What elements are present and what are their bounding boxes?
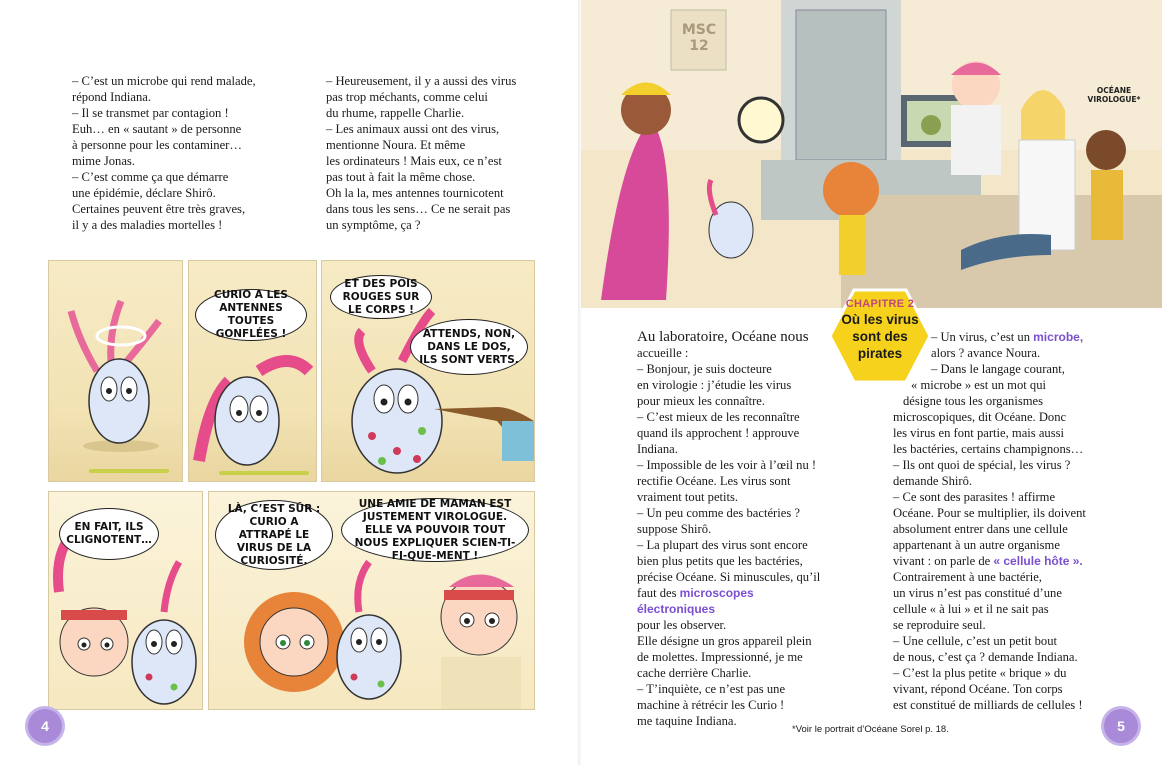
text-line: – Heureusement, il y a aussi des virus [326,74,517,88]
text-line: vraiment tout petits. [637,490,739,504]
lab-scene [581,0,1162,308]
right-text-col1 [637,329,835,729]
text-line: une épidémie, déclare Shirô. [72,186,216,200]
footnote: *Voir le portrait d’Océane Sorel p. 18. [792,724,949,735]
text-line: – Bonjour, je suis docteure [637,362,772,376]
text-line: pour les observer. [637,618,727,632]
text-line: Euh… en « sautant » de personne [72,122,242,136]
text-line: les ordinateurs ! Mais eux, ce n’est [326,154,502,168]
speech-bubble: EN FAIT, ILS CLIGNOTENT… [59,508,159,560]
text-line: suppose Shirô. [637,522,712,536]
comic-panel-4 [48,491,203,710]
text-line: me taquine Indiana. [637,714,737,728]
text-line: – T’inquiète, ce n’est pas une [637,682,786,696]
text-line: bien plus petits que les bactéries, [637,554,803,568]
text-fragment: vivant : on parle de [893,554,994,568]
text-line: de molettes. Impressionné, je me [637,650,803,664]
text-line: Oh la la, mes antennes tournicotent [326,186,504,200]
text-line [637,329,835,345]
text-line: – Un peu comme des bactéries ? [637,506,800,520]
chapter-title-line: sont des [852,329,908,344]
text-line: – C’est un microbe qui rend malade, [72,74,256,88]
text-line: pas tout à fait la même chose. [326,170,476,184]
text-line: les virus en font partie, mais aussi [893,426,1065,440]
page-number-right: 5 [1104,709,1138,743]
text-line: mime Jonas. [72,154,135,168]
text-line: – Dans le langage courant, [931,362,1065,376]
text-line: un symptôme, ça ? [326,218,421,232]
text-line: microscopiques, dit Océane. Donc [893,410,1067,424]
text-line: appartenant à un autre organisme [893,538,1060,552]
speech-bubble: ATTENDS, NON, DANS LE DOS, ILS SONT VERTS. [410,319,528,375]
keyword-highlight: microscopes électroniques [637,586,754,616]
text-line: – Ils ont quoi de spécial, les virus ? [893,458,1071,472]
character-caption: OCÉANE VIROLOGUE* [1087,86,1141,104]
text-line: cellule « à lui » et il ne sait pas [893,602,1049,616]
lab-illustration [581,0,1162,308]
left-text-col2 [326,73,566,233]
text-line: accueille : [637,346,689,360]
text-line: de nous, c’est ça ? demande Indiana. [893,650,1078,664]
text-line: mentionne Noura. Et même [326,138,466,152]
chapter-title-line: pirates [857,346,903,361]
text-line: Au laboratoire, Océane nous [637,329,809,345]
page-number-left: 4 [28,709,62,743]
text-line: désigne tous les organismes [903,394,1044,408]
text-line: – Les animaux aussi ont des virus, [326,122,500,136]
text-fragment: – Un virus, c’est un [931,330,1034,344]
speech-bubble: ET DES POIS ROUGES SUR LE CORPS ! [330,275,432,319]
speech-bubble: CURIO A LES ANTENNES TOUTES GONFLÉES ! [195,289,307,341]
right-text-col2 [893,329,1098,713]
text-line: est constitué de milliards de cellules ! [893,698,1083,712]
text-line [893,553,1098,569]
chapter-label: CHAPITRE 2 [845,298,915,310]
text-line: à personne pour les contaminer… [72,138,242,152]
text-line: en virologie : j’étudie les virus [637,378,792,392]
left-text-col1 [72,73,312,233]
curio-figure [49,261,182,481]
text-line: – Ce sont des parasites ! affirme [893,490,1056,504]
speech-bubble: LÀ, C’EST SÛR : CURIO A ATTRAPÉ LE VIRUS DE LA CURIOSITÉ. [215,500,333,570]
text-line: pour mieux les connaître. [637,394,765,408]
text-line: Certaines peuvent être très graves, [72,202,246,216]
text-line [637,585,835,617]
text-line: Elle désigne un gros appareil plein [637,634,812,648]
text-fragment: faut des [637,586,680,600]
text-line: Océane. Pour se multiplier, ils doivent [893,506,1086,520]
text-line: alors ? avance Noura. [931,346,1041,360]
text-line: du rhume, rappelle Charlie. [326,106,465,120]
text-line: Indiana. [637,442,678,456]
text-line: – C’est la plus petite « brique » du [893,666,1067,680]
text-line: les bactéries, certains champignons… [893,442,1084,456]
keyword-highlight: « cellule hôte ». [993,554,1083,568]
chapter-title-line: Où les virus [841,312,919,327]
comic-panel-1 [48,260,183,482]
text-line: demande Shirô. [893,474,973,488]
text-line: absolument entrer dans une cellule [893,522,1068,536]
text-line: – La plupart des virus sont encore [637,538,808,552]
text-line: pas trop méchants, comme celui [326,90,488,104]
text-line: – Impossible de les voir à l’œil nu ! [637,458,817,472]
text-line: répond Indiana. [72,90,152,104]
comic-panel-5 [208,491,535,710]
text-line: – C’est mieux de les reconnaître [637,410,800,424]
text-line: quand ils approchent ! approuve [637,426,800,440]
text-line: vivant, répond Océane. Ton corps [893,682,1063,696]
text-line: se reproduire seul. [893,618,986,632]
text-line: Contrairement à une bactérie, [893,570,1042,584]
text-line: – Une cellule, c’est un petit bout [893,634,1058,648]
lab-sign: MSC 12 [681,22,717,54]
keyword-highlight: microbe, [1033,330,1084,344]
text-line: dans tous les sens… Ce ne serait pas [326,202,511,216]
speech-bubble: UNE AMIE DE MAMAN EST JUSTEMENT VIROLOGUE. ELLE VA POUVOIR TOUT NOUS EXPLIQUER SCIEN-TI-FI-QUE-MENT ! [341,498,529,562]
text-line: il y a des maladies mortelles ! [72,218,223,232]
text-line: rectifie Océane. Les virus sont [637,474,791,488]
text-line: précise Océane. Si minuscules, qu’il [637,570,821,584]
text-line: – Il se transmet par contagion ! [72,106,229,120]
text-line: un virus n’est pas constitué d’une [893,586,1062,600]
comic-panel-3 [321,260,535,482]
text-line: cache derrière Charlie. [637,666,752,680]
text-line [893,329,1098,345]
comic-panel-2 [188,260,317,482]
text-line: machine à rétrécir les Curio ! [637,698,785,712]
text-line: « microbe » est un mot qui [911,378,1047,392]
text-line: – C’est comme ça que démarre [72,170,229,184]
